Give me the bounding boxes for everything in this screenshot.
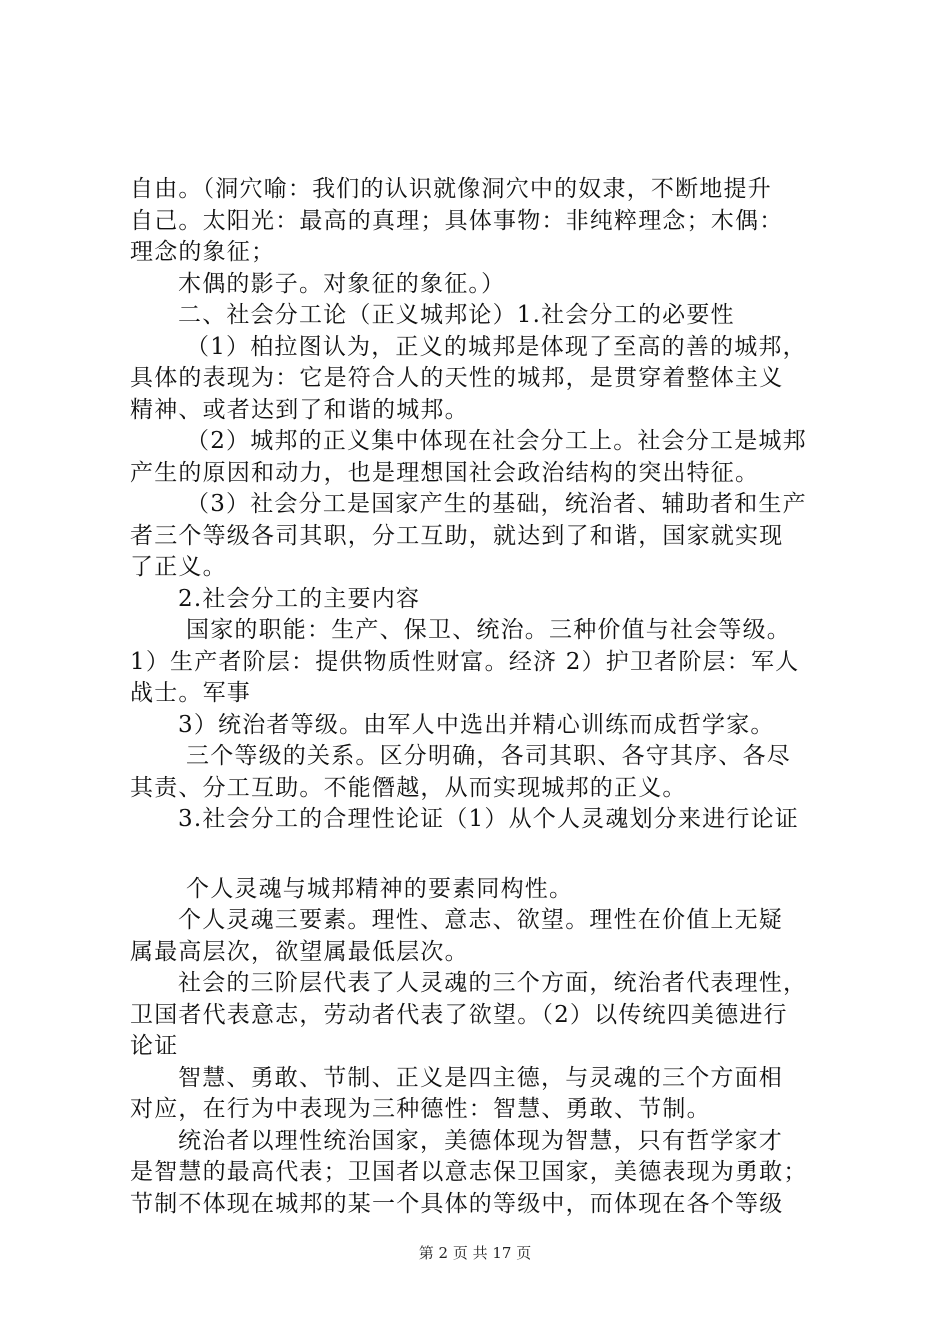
text-line: 3）统治者等级。由军人中选出并精心训练而成哲学家。 <box>178 711 775 738</box>
text-line: （3）社会分工是国家产生的基础，统治者、辅助者和生产 <box>186 491 807 517</box>
text-line: 统治者以理性统治国家，美德体现为智慧，只有哲学家才 <box>178 1127 783 1154</box>
text-line: 产生的原因和动力，也是理想国社会政治结构的突出特征。 <box>130 459 760 486</box>
text-line: 论证 <box>130 1033 179 1059</box>
subsection-heading: 2.社会分工的主要内容 <box>178 585 421 612</box>
text-line: 木偶的影子。对象征的象征。） <box>178 270 506 297</box>
subsection-heading: 3.社会分工的合理性论证（1）从个人灵魂划分来进行论证 <box>178 806 799 832</box>
text-line: 是智慧的最高代表；卫国者以意志保卫国家，美德表现为勇敢； <box>130 1159 808 1185</box>
text-line: 个人灵魂三要素。理性、意志、欲望。理性在价值上无疑 <box>178 907 783 933</box>
text-line: 理念的象征； <box>130 239 276 265</box>
text-line: （2）城邦的正义集中体现在社会分工上。社会分工是城邦 <box>186 428 807 454</box>
text-line: 其责、分工互助。不能僭越，从而实现城邦的正义。 <box>130 774 687 801</box>
text-line: 自由。（洞穴喻：我们的认识就像洞穴中的奴隶，不断地提升 <box>130 176 772 202</box>
text-line: 1）生产者阶层：提供物质性财富。经济 2）护卫者阶层：军人 <box>130 648 800 675</box>
text-line: 三个等级的关系。区分明确，各司其职、各守其序、各尽 <box>186 743 791 769</box>
text-line: 智慧、勇敢、节制、正义是四主德，与灵魂的三个方面相 <box>178 1064 783 1091</box>
text-line: 战士。军事 <box>130 680 251 706</box>
text-line: 节制不体现在城邦的某一个具体的等级中，而体现在各个等级 <box>130 1190 784 1217</box>
text-line: 卫国者代表意志，劳动者代表了欲望。（2）以传统四美德进行 <box>130 1001 788 1028</box>
text-line: 对应，在行为中表现为三种德性：智慧、勇敢、节制。 <box>130 1096 711 1122</box>
section-heading: 二、社会分工论（正义城邦论）1.社会分工的必要性 <box>178 302 735 328</box>
text-line: 精神、或者达到了和谐的城邦。 <box>130 396 469 423</box>
text-line: 自己。太阳光：最高的真理；具体事物：非纯粹理念；木偶： <box>130 207 784 234</box>
paragraph-gap <box>130 836 830 874</box>
text-line: 了正义。 <box>130 554 227 580</box>
text-line: 者三个等级各司其职，分工互助，就达到了和谐，国家就实现 <box>130 522 784 549</box>
text-line: 具体的表现为：它是符合人的天性的城邦，是贯穿着整体主义 <box>130 365 784 391</box>
text-line: （1）柏拉图认为，正义的城邦是体现了至高的善的城邦， <box>186 333 807 360</box>
page-footer: 第 2 页 共 17 页 <box>418 1244 532 1262</box>
text-line: 社会的三阶层代表了人灵魂的三个方面，统治者代表理性， <box>178 970 808 996</box>
body-text <box>130 174 830 1220</box>
text-line: 国家的职能：生产、保卫、统治。三种价值与社会等级。 <box>186 617 791 643</box>
text-line: 个人灵魂与城邦精神的要素同构性。 <box>186 875 574 902</box>
text-line: 属最高层次，欲望属最低层次。 <box>130 938 469 965</box>
